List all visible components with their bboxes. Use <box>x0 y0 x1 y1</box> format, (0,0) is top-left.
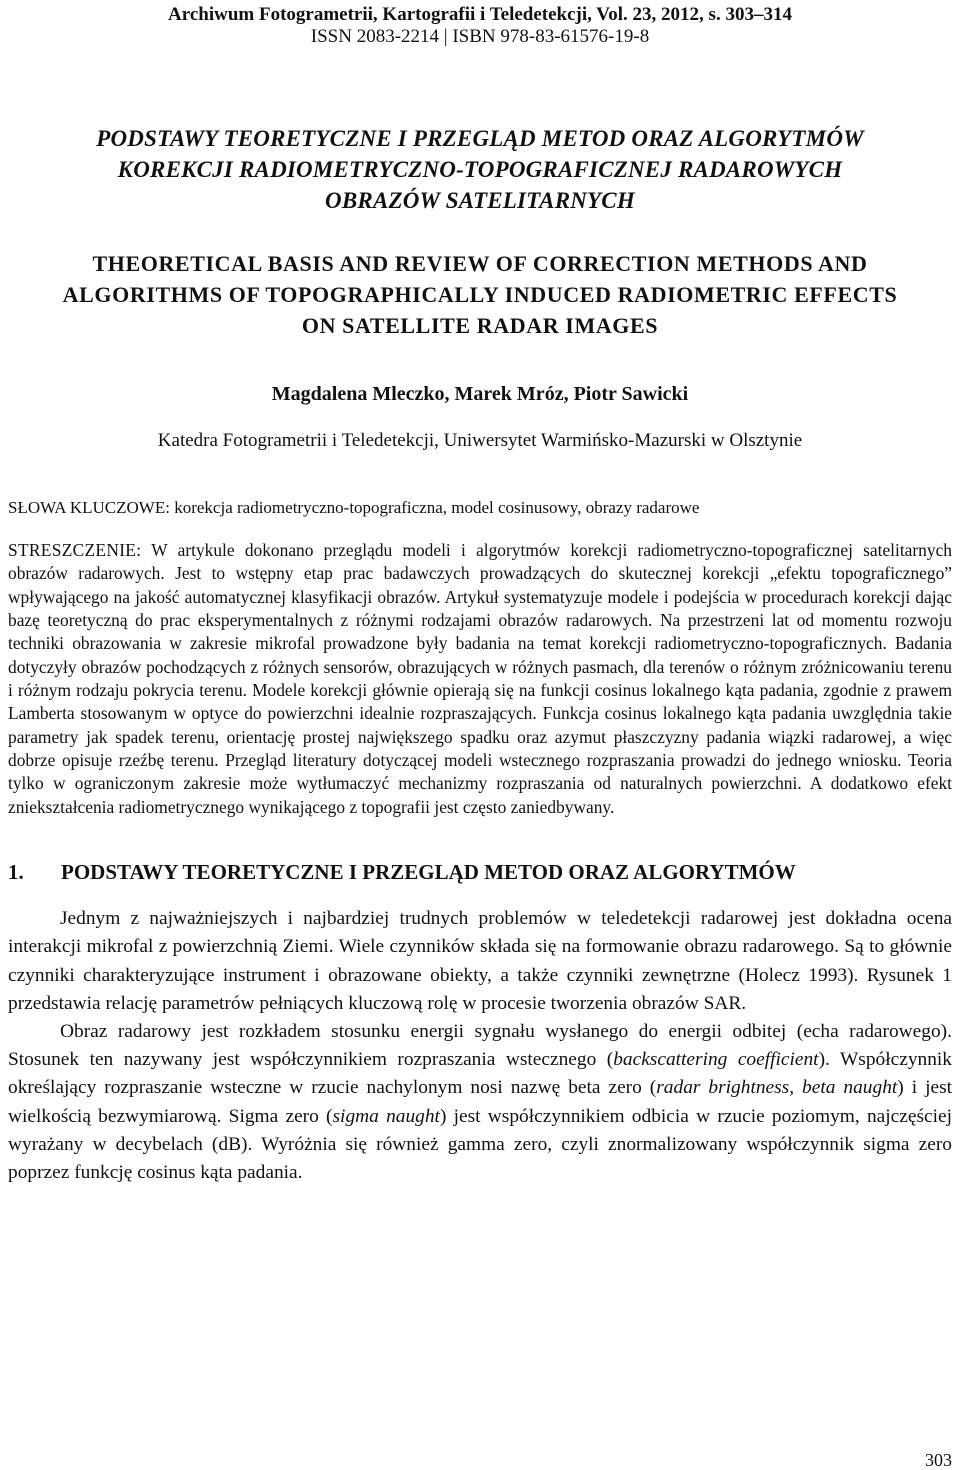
keywords-text: korekcja radiometryczno-topograficzna, model cosinusowy, obrazy radarowe <box>174 498 700 517</box>
section-title: PODSTAWY TEORETYCZNE I PRZEGLĄD METOD ORAZ ALGORYTMÓW <box>61 860 796 885</box>
title-polish-line: PODSTAWY TEORETYCZNE I PRZEGLĄD METOD ORAZ ALGORYTMÓW <box>96 126 864 151</box>
affiliation: Katedra Fotogrametrii i Teledetekcji, Uniwersytet Warmińsko-Mazurski w Olsztynie <box>157 430 803 451</box>
body-text <box>8 905 952 1187</box>
issn-line: ISSN 2083-2214 | ISBN 978-83-61576-19-8 <box>310 26 650 47</box>
abstract <box>8 539 952 819</box>
paragraph: Jednym z najważniejszych i najbardziej trudnych problemów w teledetekcji radarowej jest dokładna ocena interakcji mikrofal z powierzchnią Ziemi. Wiele czynników składa się na formowanie obrazu radarowego. Są to głównie czynniki charakteryzujące instrument i obrazowane obiekty, a także czynniki zewnętrzne (Holecz 1993). Rysunek 1 przedstawia relację parametrów pełniących kluczową rolę w procesie tworzenia obrazów SAR. <box>8 908 952 1014</box>
italic-term: backscattering coefficient <box>613 1049 819 1071</box>
paragraph-text: Obraz radarowy jest rozkładem stosunku energii sygnału wysłanego do energii odbitej (echa radarowego). Stosunek ten nazywany jest współczynnikiem rozpraszania wstecznego ( <box>8 1020 952 1071</box>
keywords <box>8 497 952 519</box>
paper-page <box>8 0 952 1470</box>
section-heading <box>8 859 952 885</box>
section-number: 1. <box>8 860 24 885</box>
authors: Magdalena Mleczko, Marek Mróz, Piotr Sawicki <box>271 383 689 405</box>
italic-term: sigma naught <box>332 1105 440 1127</box>
paragraph-text: ) i jest wielkością bezwymiarową. Sigma zero ( <box>8 1077 953 1127</box>
journal-citation: Archiwum Fotogrametrii, Kartografii i Teledetekcji, Vol. 23, 2012, s. 303–314 <box>168 4 792 25</box>
abstract-label: STRESZCZENIE: <box>8 540 142 560</box>
paragraph-text: ) jest współczynnikiem odbicia w rzucie poziomym, najczęściej wyrażany w decybelach (dB). Wyróżnia się również gamma zero, czyli znormalizowany współczynnik sigma zero poprzez funkcję cosinus kąta padania. <box>8 1105 952 1183</box>
title-english <box>8 248 952 341</box>
page-number: 303 <box>925 1450 952 1470</box>
title-polish-line: OBRAZÓW SATELITARNYCH <box>325 188 635 213</box>
keywords-label: SŁOWA KLUCZOWE: <box>8 498 170 517</box>
abstract-text: W artykule dokonano przeglądu modeli i algorytmów korekcji radiometryczno-topograficznej satelitarnych obrazów radarowych. Jest to wstępny etap prac badawczych prowadzących do skutecznej korekcji „efektu topograficznego” wpływającego na jakość automatycznej klasyfikacji obrazów. Artykuł systematyzuje modele i podejścia w procedurach korekcji dając bazę teoretyczną do prac eksperymentalnych z różnymi rodzajami obrazów radarowych. Na przestrzeni lat od momentu rozwoju techniki obrazowania w zakresie mikrofal prowadzone były badania na temat korekcji radiometryczno-topograficznych. Badania dotyczyły obrazów pochodzących z różnych sensorów, obrazujących w różnych pasmach, dla terenów o różnym zróżnicowaniu terenu i różnym rodzaju pokrycia terenu. Modele korekcji głównie opierają się na funkcji cosinus lokalnego kąta padania, zgodnie z prawem Lamberta stosowanym w optyce do powierzchni idealnie rozpraszających. Funkcja cosinus lokalnego kąta padania uwzględnia takie parametry jak spadek terenu, orientację prostej największego spadku oraz azymut płaszczyzny padania wiązki radarowej, a więc dobrze opisuje rzeźbę terenu. Przegląd literatury dotyczącej modeli wstecznego rozpraszania prowadzi do jednego wniosku. Teoria tylko w ograniczonym zakresie może wytłumaczyć mechanizmy rozpraszania od naturalnych powierzchni. A dodatkowo efekt zniekształcenia radiometrycznego wynikającego z topografii jest często zaniedbywany. <box>8 540 952 817</box>
paragraph <box>8 1018 952 1187</box>
title-english-line: ALGORITHMS OF TOPOGRAPHICALLY INDUCED RADIOMETRIC EFFECTS <box>62 282 898 307</box>
paragraph-text: ). Współczynnik określający rozpraszanie wsteczne w rzucie nachylonym nosi nazwę beta zero ( <box>8 1049 952 1099</box>
journal-header <box>8 4 952 48</box>
italic-term: radar brightness, beta naught <box>656 1077 898 1099</box>
title-english-line: THEORETICAL BASIS AND REVIEW OF CORRECTION METHODS AND <box>92 251 868 276</box>
title-polish <box>8 123 952 216</box>
title-polish-line: KOREKCJI RADIOMETRYCZNO-TOPOGRAFICZNEJ RADAROWYCH <box>117 157 843 182</box>
title-english-line: ON SATELLITE RADAR IMAGES <box>301 313 659 338</box>
